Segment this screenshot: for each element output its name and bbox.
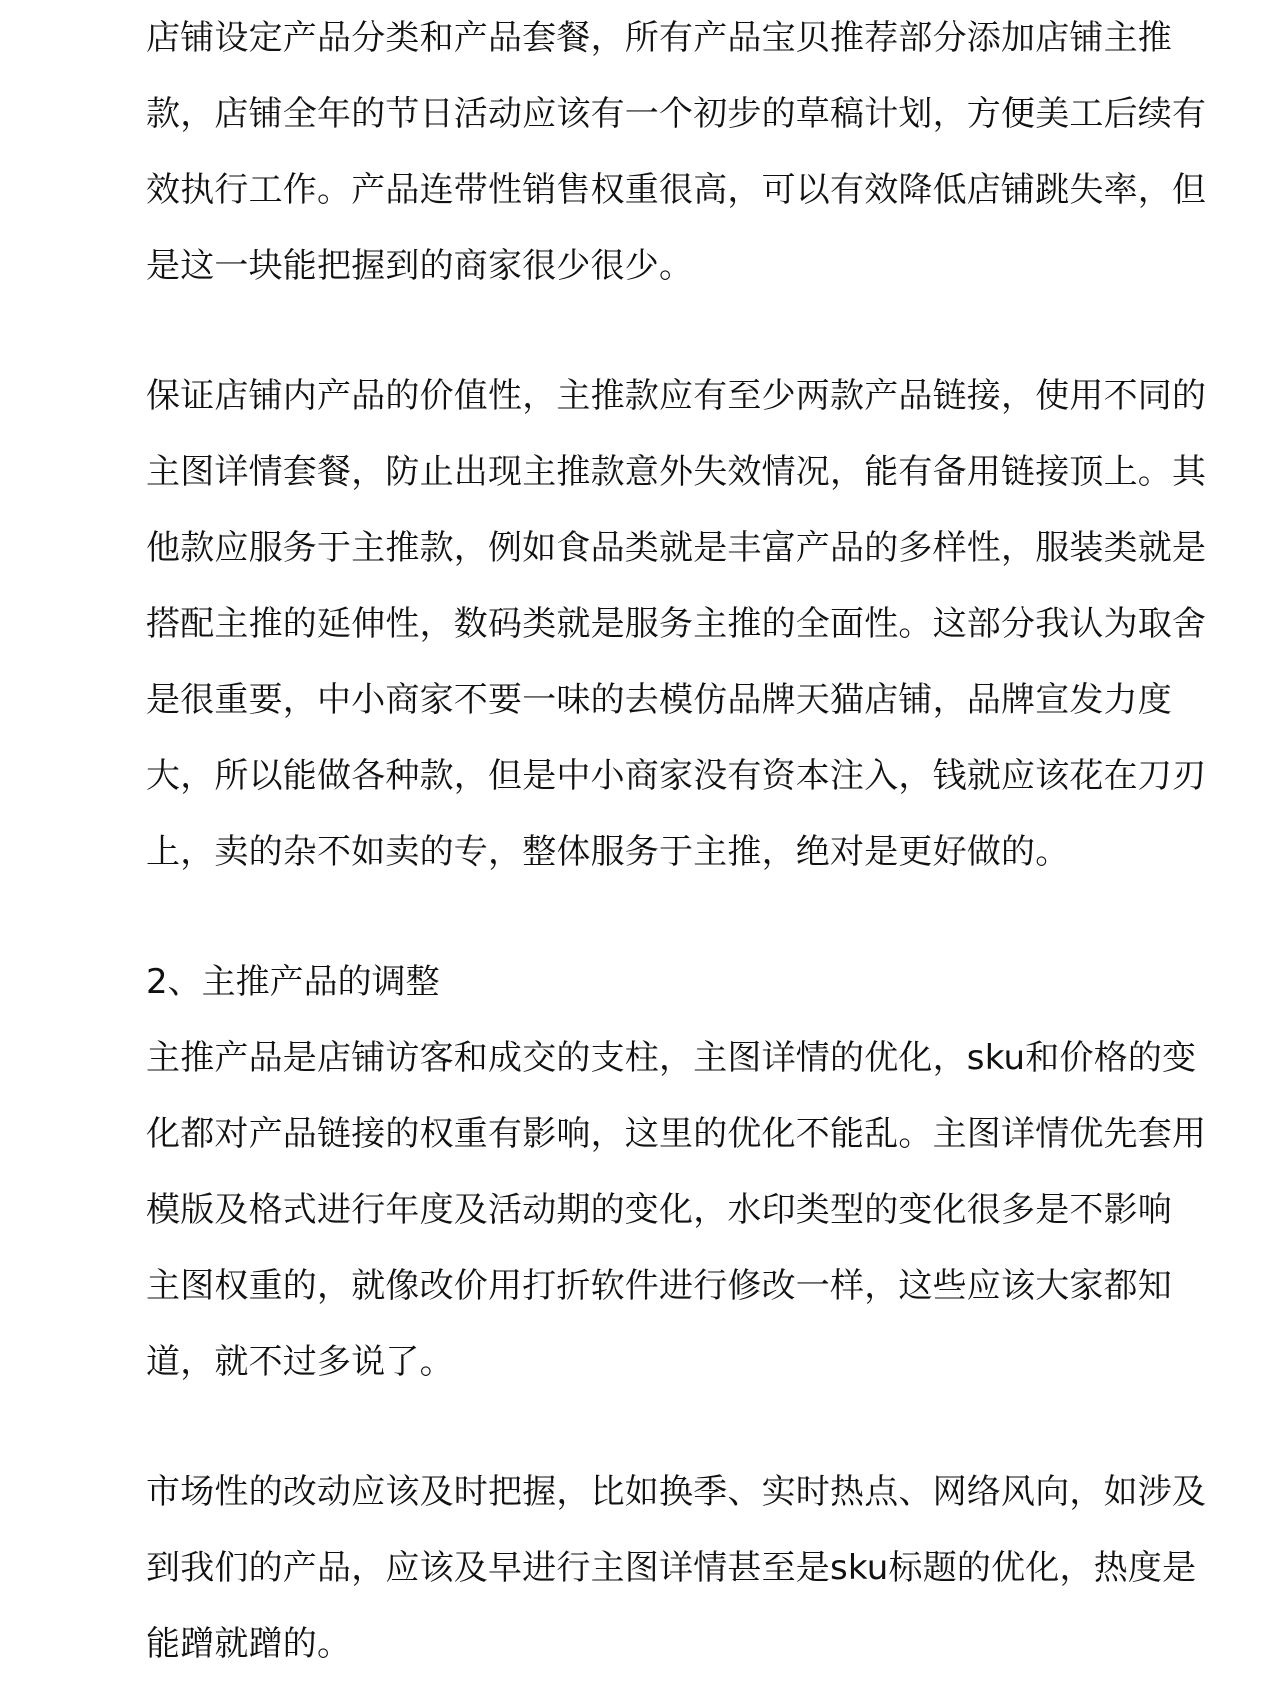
text-line: 保证店铺内产品的价值性，主推款应有至少两款产品链接，使用不同的: [146, 376, 1207, 416]
text-line: 主图详情套餐，防止出现主推款意外失效情况，能有备用链接顶上。其: [146, 452, 1207, 492]
text-line: 模版及格式进行年度及活动期的变化，水印类型的变化很多是不影响: [146, 1190, 1172, 1230]
text-line: 道，就不过多说了。: [146, 1342, 454, 1382]
text-line: 主图权重的，就像改价用打折软件进行修改一样，这些应该大家都知: [146, 1266, 1172, 1306]
article-body: [146, 0, 1207, 1682]
text-line: 是很重要，中小商家不要一味的去模仿品牌天猫店铺，品牌宣发力度: [146, 680, 1172, 720]
text-line: 能蹭就蹭的。: [146, 1624, 352, 1664]
text-line: 主推产品是店铺访客和成交的支柱，主图详情的优化，sku和价格的变: [146, 1038, 1197, 1078]
text-line: 店铺设定产品分类和产品套餐，所有产品宝贝推荐部分添加店铺主推: [146, 18, 1172, 58]
text-line: 上，卖的杂不如卖的专，整体服务于主推，绝对是更好做的。: [146, 832, 1070, 872]
paragraph-product-value: [146, 358, 1207, 890]
text-line: 大，所以能做各种款，但是中小商家没有资本注入，钱就应该花在刀刃: [146, 756, 1207, 796]
text-line: 市场性的改动应该及时把握，比如换季、实时热点、网络风向，如涉及: [146, 1472, 1207, 1512]
text-line: 效执行工作。产品连带性销售权重很高，可以有效降低店铺跳失率，但: [146, 170, 1207, 210]
text-line: 他款应服务于主推款，例如食品类就是丰富产品的多样性，服装类就是: [146, 528, 1207, 568]
paragraph-market-changes: [146, 1454, 1207, 1682]
text-line: 是这一块能把握到的商家很少很少。: [146, 246, 694, 286]
text-line: 化都对产品链接的权重有影响，这里的优化不能乱。主图详情优先套用: [146, 1114, 1207, 1154]
paragraph-main-product-adjustment: [146, 1020, 1207, 1400]
section-heading: 2、主推产品的调整: [146, 962, 440, 1002]
paragraph-store-planning: [146, 0, 1207, 304]
text-line: 搭配主推的延伸性，数码类就是服务主推的全面性。这部分我认为取舍: [146, 604, 1207, 644]
text-line: 到我们的产品，应该及早进行主图详情甚至是sku标题的优化，热度是: [146, 1548, 1197, 1588]
text-line: 款，店铺全年的节日活动应该有一个初步的草稿计划，方便美工后续有: [146, 94, 1207, 134]
